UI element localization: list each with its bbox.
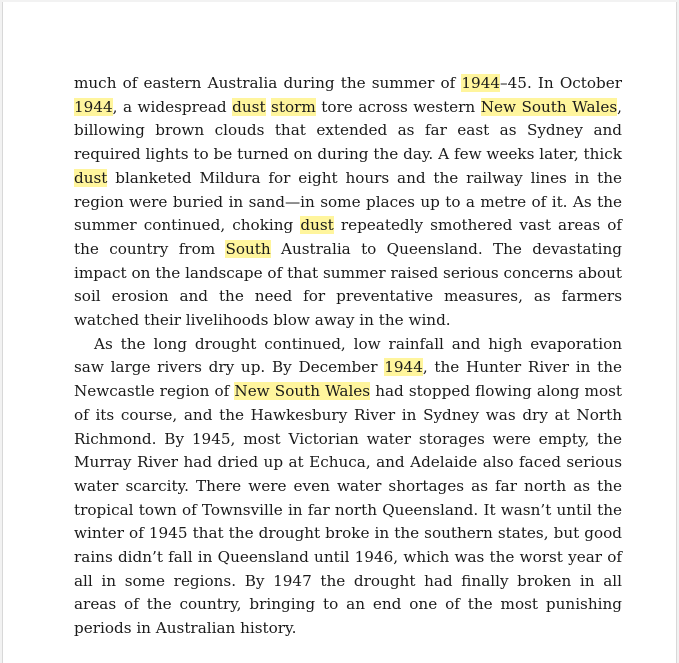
document-page [2, 2, 677, 663]
search-highlight: New South Wales [234, 382, 371, 401]
text-run: tore across western [315, 97, 481, 116]
text-run: had stopped flowing along most of its course, and the Hawkesbury River in Sydney was dry at North Richmond. By 1945, most Victorian water storages were empty, the Murray River had dried up at Echuca, and Adelaide also faced serious water scarcity. There were even water shortages as far north as the tropical town of Townsville in far north Queensland. It wasn’t until the winter of 1945 that the drought broke in the southern states, but good rains didn’t fall in Queensland until 1946, which was the worst year of all in some regions. By 1947 the drought had finally broken in all areas of the country, bringing to an end one of the most punishing periods in Australian history. [74, 382, 622, 638]
search-highlight: dust [74, 168, 108, 187]
search-highlight: 1944 [461, 74, 501, 92]
search-highlight: South [225, 239, 271, 258]
text-run: , a widespread [112, 97, 233, 116]
paragraph [74, 72, 622, 333]
paragraph [74, 333, 622, 641]
text-run: repeatedly smothered vast areas of the country from [74, 216, 623, 258]
search-highlight: storm [271, 97, 316, 116]
search-highlight: 1944 [384, 358, 423, 377]
text-run: , billowing brown clouds that extended as far east as Sydney and required lights to be turned on during the day. A few weeks later, thick [74, 97, 622, 164]
text-run: –45. In October [500, 74, 622, 92]
text-run: , the Hunter River in the Newcastle region of [74, 358, 622, 401]
text-run: much of eastern Australia during the summer of [74, 74, 462, 92]
text-run: As the long drought continued, low rainfall and high evaporation saw large rivers dry up. By December [74, 334, 622, 377]
search-highlight: dust [300, 216, 334, 235]
text-column [74, 72, 622, 641]
search-highlight: New South Wales [480, 97, 618, 116]
text-run: blanketed Mildura for eight hours and the railway lines in the region were buried in sand—in some places up to a metre of it. As the summer continued, choking [74, 168, 622, 235]
search-highlight: dust [232, 97, 266, 116]
search-highlight: 1944 [74, 97, 113, 116]
text-run: Australia to Queensland. The devastating impact on the landscape of that summer raised serious concerns about soil erosion and the need for preventative measures, as farmers watched their livelihoods blow away in the wind. [74, 239, 622, 330]
